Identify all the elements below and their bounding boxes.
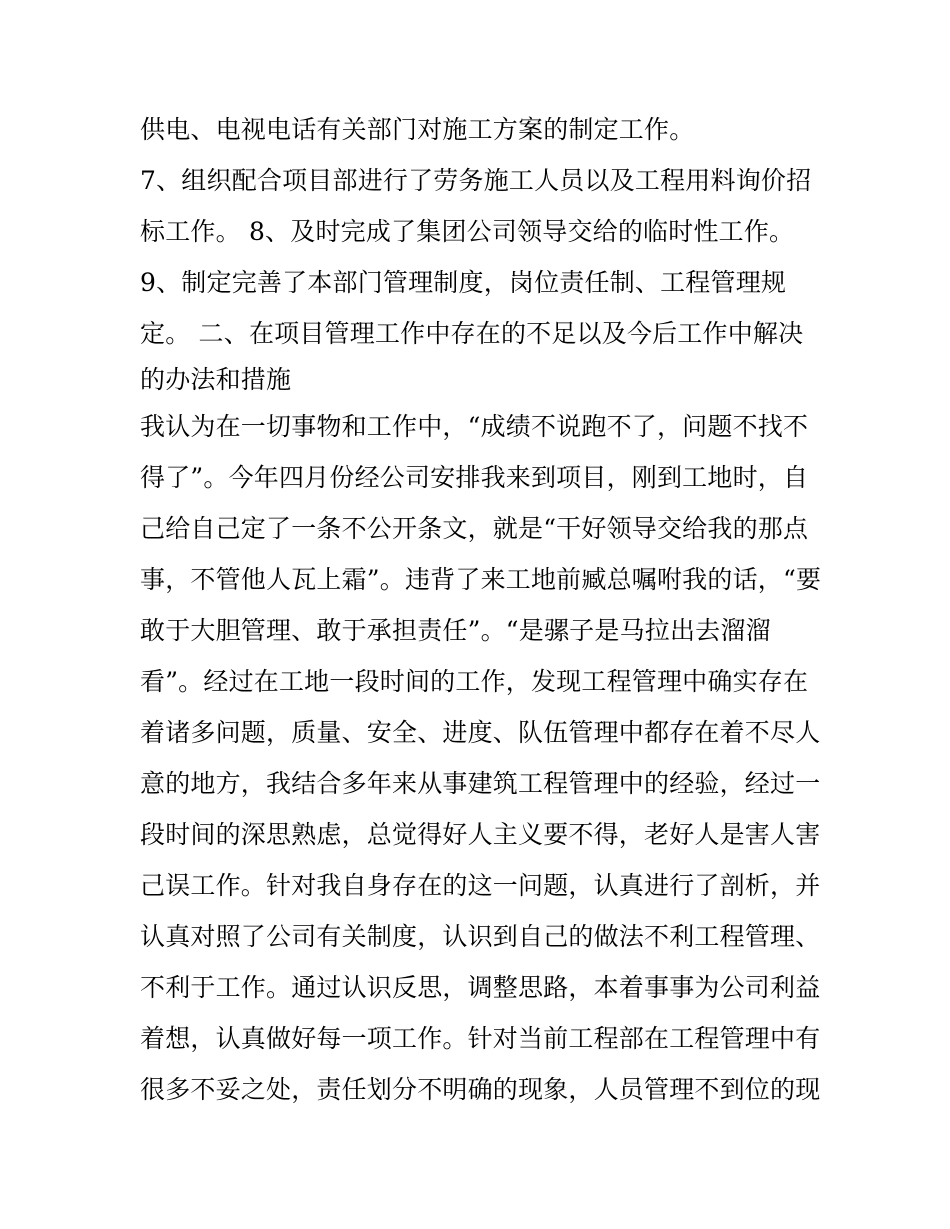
text-line: 供电、电视电话有关部门对施工方案的制定工作。 (140, 115, 695, 144)
document-body (140, 104, 830, 1115)
text-line: 7、组织配合项目部进行了劳务施工人员以及工程用料询价招 (140, 166, 812, 195)
text-line: 看”。经过在工地一段时间的工作，发现工程管理中确实存在 (140, 667, 809, 696)
text-line: 段时间的深思熟虑，总觉得好人主义要不得，老好人是害人害 (140, 820, 821, 849)
text-line: 认真对照了公司有关制度，认识到自己的做法不利工程管理、 (140, 922, 821, 951)
text-line: 着诸多问题，质量、安全、进度、队伍管理中都存在着不尽人 (140, 718, 821, 747)
text-line: 着想，认真做好每一项工作。针对当前工程部在工程管理中有 (140, 1024, 821, 1053)
text-line: 意的地方，我结合多年来从事建筑工程管理中的经验，经过一 (140, 769, 821, 798)
text-line: 己给自己定了一条不公开条文，就是“干好领导交给我的那点 (140, 514, 809, 543)
text-line: 不利于工作。通过认识反思，调整思路，本着事事为公司利益 (140, 973, 821, 1002)
text-line: 事，不管他人瓦上霜”。违背了来工地前臧总嘱咐我的话，“要 (140, 565, 822, 594)
text-line: 得了”。今年四月份经公司安排我来到项目，刚到工地时，自 (140, 463, 809, 492)
text-line: 定。 二、在项目管理工作中存在的不足以及今后工作中解决 (140, 319, 804, 348)
text-line: 标工作。 8、及时完成了集团公司领导交给的临时性工作。 (140, 217, 795, 246)
text-line: 我认为在一切事物和工作中，“成绩不说跑不了，问题不找不 (140, 412, 809, 441)
text-line: 很多不妥之处，责任划分不明确的现象，人员管理不到位的现 (140, 1075, 821, 1104)
text-line: 敢于大胆管理、敢于承担责任”。“是骡子是马拉出去溜溜 (140, 616, 771, 645)
text-line: 9、制定完善了本部门管理制度，岗位责任制、工程管理规 (140, 268, 787, 297)
text-line: 己误工作。针对我自身存在的这一问题，认真进行了剖析，并 (140, 871, 821, 900)
text-line: 的办法和措施 (140, 365, 292, 394)
